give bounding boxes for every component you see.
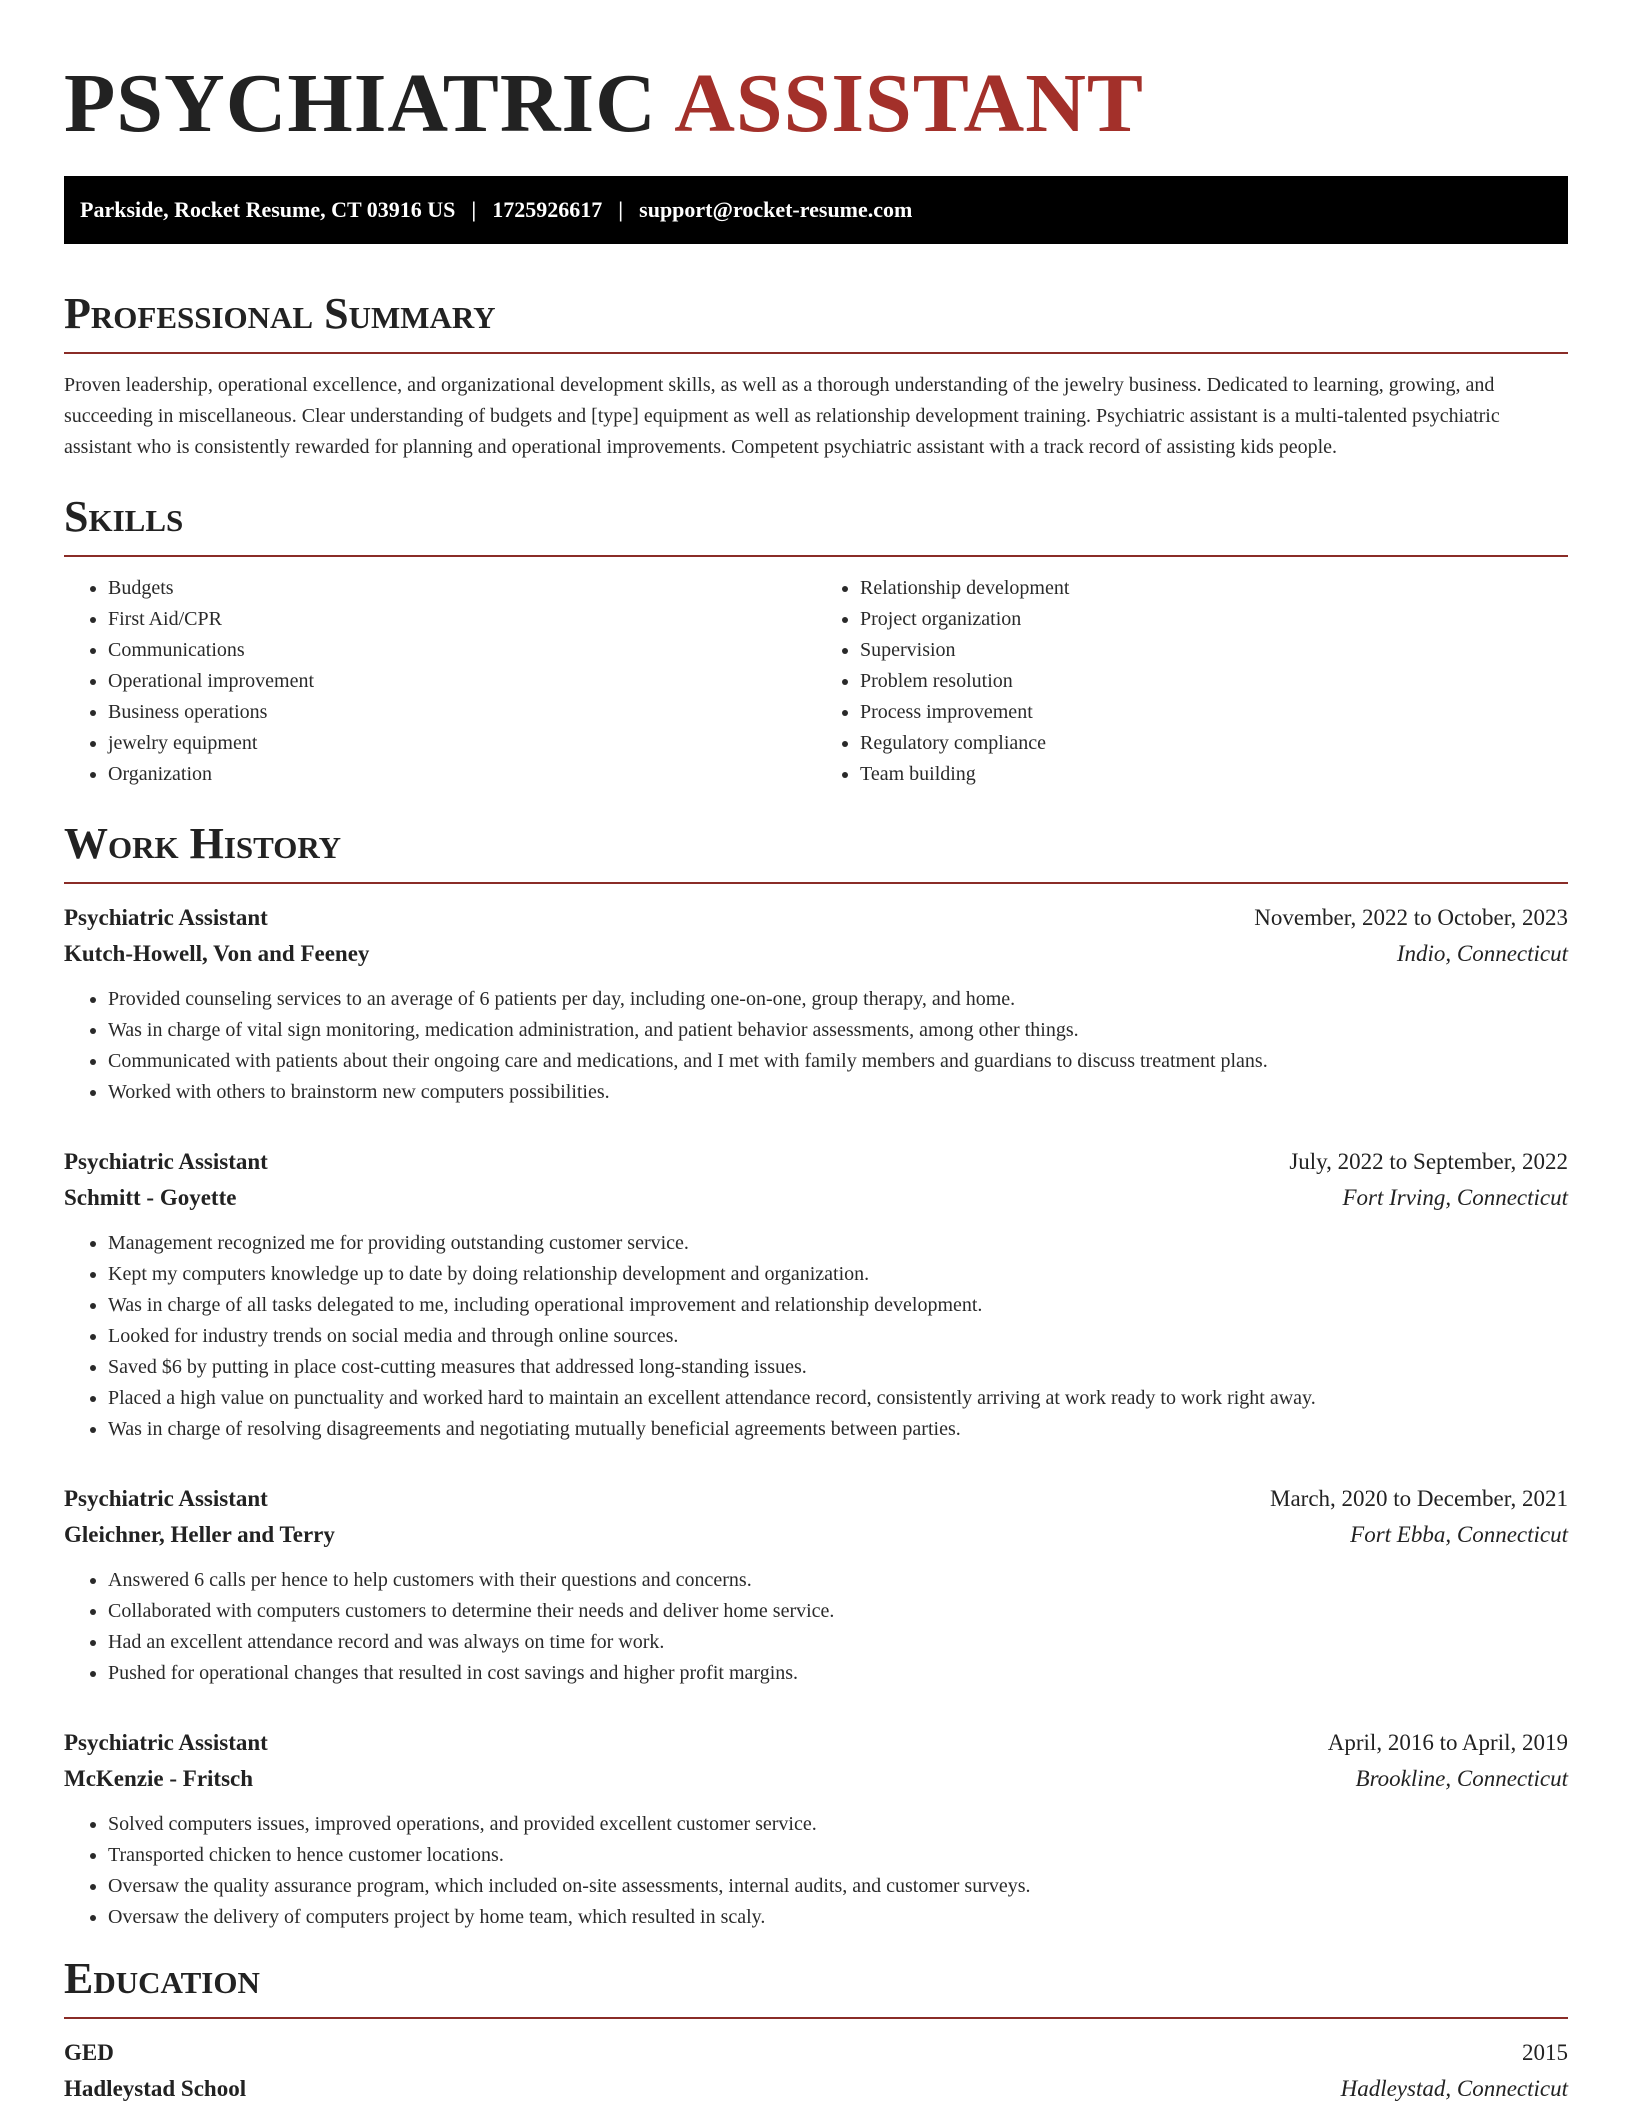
job-location: Brookline, Connecticut [1355, 1766, 1568, 1791]
job-title: Psychiatric Assistant [64, 1730, 268, 1755]
job-entry [64, 1144, 1568, 1445]
section-divider [64, 555, 1568, 557]
contact-phone: 1725926617 [492, 197, 603, 222]
job-bullet: • Oversaw the quality assurance program, which included on-site assessments, internal audits, and customer surveys. [108, 1871, 1568, 1902]
job-title: Psychiatric Assistant [64, 905, 268, 930]
skill-item: • Organization [108, 759, 816, 790]
job-bullet: • Looked for industry trends on social media and through online sources. [108, 1321, 1568, 1352]
education-year: 2015 [1522, 2040, 1568, 2065]
job-bullet: • Was in charge of resolving disagreements and negotiating mutually beneficial agreements between parties. [108, 1414, 1568, 1445]
summary-text: Proven leadership, operational excellence, and organizational development skills, as well as a thorough understanding of the jewelry business. Dedicated to learning, growing, and succeeding in miscellaneous. Clear understanding of budgets and [type] equipment as well as relationship development training. Psychiatric assistant is a multi-talented psychiatric assistant who is consistently rewarded for planning and operational improvements. Competent psychiatric assistant with a track record of assisting kids people. [64, 374, 1500, 458]
skill-item: • Communications [108, 635, 816, 666]
education-location: Hadleystad, Connecticut [1340, 2076, 1568, 2101]
skill-item: • jewelry equipment [108, 728, 816, 759]
job-location: Fort Irving, Connecticut [1342, 1185, 1568, 1210]
job-bullet: • Transported chicken to hence customer locations. [108, 1840, 1568, 1871]
job-bullet: • Worked with others to brainstorm new computers possibilities. [108, 1077, 1568, 1108]
skills-section [64, 491, 1568, 790]
job-dates: April, 2016 to April, 2019 [1327, 1730, 1568, 1755]
skills-list-left [64, 573, 816, 790]
job-bullet: • Collaborated with computers customers to determine their needs and deliver home service. [108, 1596, 1568, 1627]
summary-section [64, 288, 1568, 463]
skill-item: • Operational improvement [108, 666, 816, 697]
section-divider [64, 352, 1568, 354]
job-bullet: • Management recognized me for providing outstanding customer service. [108, 1228, 1568, 1259]
contact-bar [64, 176, 1568, 244]
job-bullets [64, 1228, 1568, 1445]
section-heading-summary: Professional Summary [64, 289, 496, 338]
contact-separator: | [471, 197, 477, 222]
job-bullet: • Provided counseling services to an average of 6 patients per day, including one-on-one, group therapy, and home. [108, 984, 1568, 1015]
job-dates: March, 2020 to December, 2021 [1270, 1486, 1568, 1511]
job-bullets [64, 984, 1568, 1108]
education-school: Hadleystad School [64, 2076, 247, 2101]
section-divider [64, 882, 1568, 884]
contact-separator: | [618, 197, 624, 222]
skill-item: • Business operations [108, 697, 816, 728]
job-title: Psychiatric Assistant [64, 1149, 268, 1174]
job-bullets [64, 1809, 1568, 1933]
job-bullet: • Oversaw the delivery of computers project by home team, which resulted in scaly. [108, 1902, 1568, 1933]
job-bullet: • Was in charge of all tasks delegated to me, including operational improvement and relationship development. [108, 1290, 1568, 1321]
skill-item: • Budgets [108, 573, 816, 604]
section-heading-work-history: Work History [64, 819, 342, 868]
job-bullets [64, 1565, 1568, 1689]
job-bullet: • Placed a high value on punctuality and worked hard to maintain an excellent attendance record, consistently arriving at work ready to work right away. [108, 1383, 1568, 1414]
skill-item: • Process improvement [860, 697, 1568, 728]
education-degree: GED [64, 2040, 114, 2065]
skill-item: • Problem resolution [860, 666, 1568, 697]
job-bullet: • Had an excellent attendance record and was always on time for work. [108, 1627, 1568, 1658]
job-company: Schmitt - Goyette [64, 1185, 237, 1210]
skill-item: • First Aid/CPR [108, 604, 816, 635]
job-bullet: • Was in charge of vital sign monitoring, medication administration, and patient behavior assessments, among other things. [108, 1015, 1568, 1046]
job-dates: November, 2022 to October, 2023 [1254, 905, 1568, 930]
skill-item: • Supervision [860, 635, 1568, 666]
contact-email: support@rocket-resume.com [639, 197, 913, 222]
skill-item: • Project organization [860, 604, 1568, 635]
skill-item: • Team building [860, 759, 1568, 790]
job-bullet: • Answered 6 calls per hence to help customers with their questions and concerns. [108, 1565, 1568, 1596]
section-heading-education: Education [64, 1954, 260, 2003]
job-bullet: • Solved computers issues, improved operations, and provided excellent customer service. [108, 1809, 1568, 1840]
skill-item: • Regulatory compliance [860, 728, 1568, 759]
job-company: McKenzie - Fritsch [64, 1766, 254, 1791]
job-entry [64, 1725, 1568, 1933]
skill-item: • Relationship development [860, 573, 1568, 604]
section-divider [64, 2017, 1568, 2019]
job-bullet: • Pushed for operational changes that resulted in cost savings and higher profit margins. [108, 1658, 1568, 1689]
job-company: Gleichner, Heller and Terry [64, 1522, 335, 1547]
education-entry [64, 2035, 1568, 2107]
job-bullet: • Kept my computers knowledge up to date by doing relationship development and organization. [108, 1259, 1568, 1290]
job-company: Kutch-Howell, Von and Feeney [64, 941, 370, 966]
job-bullet: • Saved $6 by putting in place cost-cutting measures that addressed long-standing issues. [108, 1352, 1568, 1383]
work-history-section [64, 818, 1568, 1933]
job-entry [64, 1481, 1568, 1689]
education-section [64, 1953, 1568, 2107]
name-title-part2: ASSISTANT [674, 57, 1144, 150]
contact-address: Parkside, Rocket Resume, CT 03916 US [80, 197, 456, 222]
skills-list-right [816, 573, 1568, 790]
job-title: Psychiatric Assistant [64, 1486, 268, 1511]
job-bullet: • Communicated with patients about their ongoing care and medications, and I met with family members and guardians to discuss treatment plans. [108, 1046, 1568, 1077]
skills-grid [64, 573, 1568, 790]
name-title [64, 0, 1568, 152]
job-dates: July, 2022 to September, 2022 [1289, 1149, 1568, 1174]
job-location: Fort Ebba, Connecticut [1350, 1522, 1568, 1547]
job-entry [64, 900, 1568, 1108]
name-title-part1: PSYCHIATRIC [64, 57, 657, 150]
job-location: Indio, Connecticut [1396, 941, 1568, 966]
section-heading-skills: Skills [64, 492, 184, 541]
